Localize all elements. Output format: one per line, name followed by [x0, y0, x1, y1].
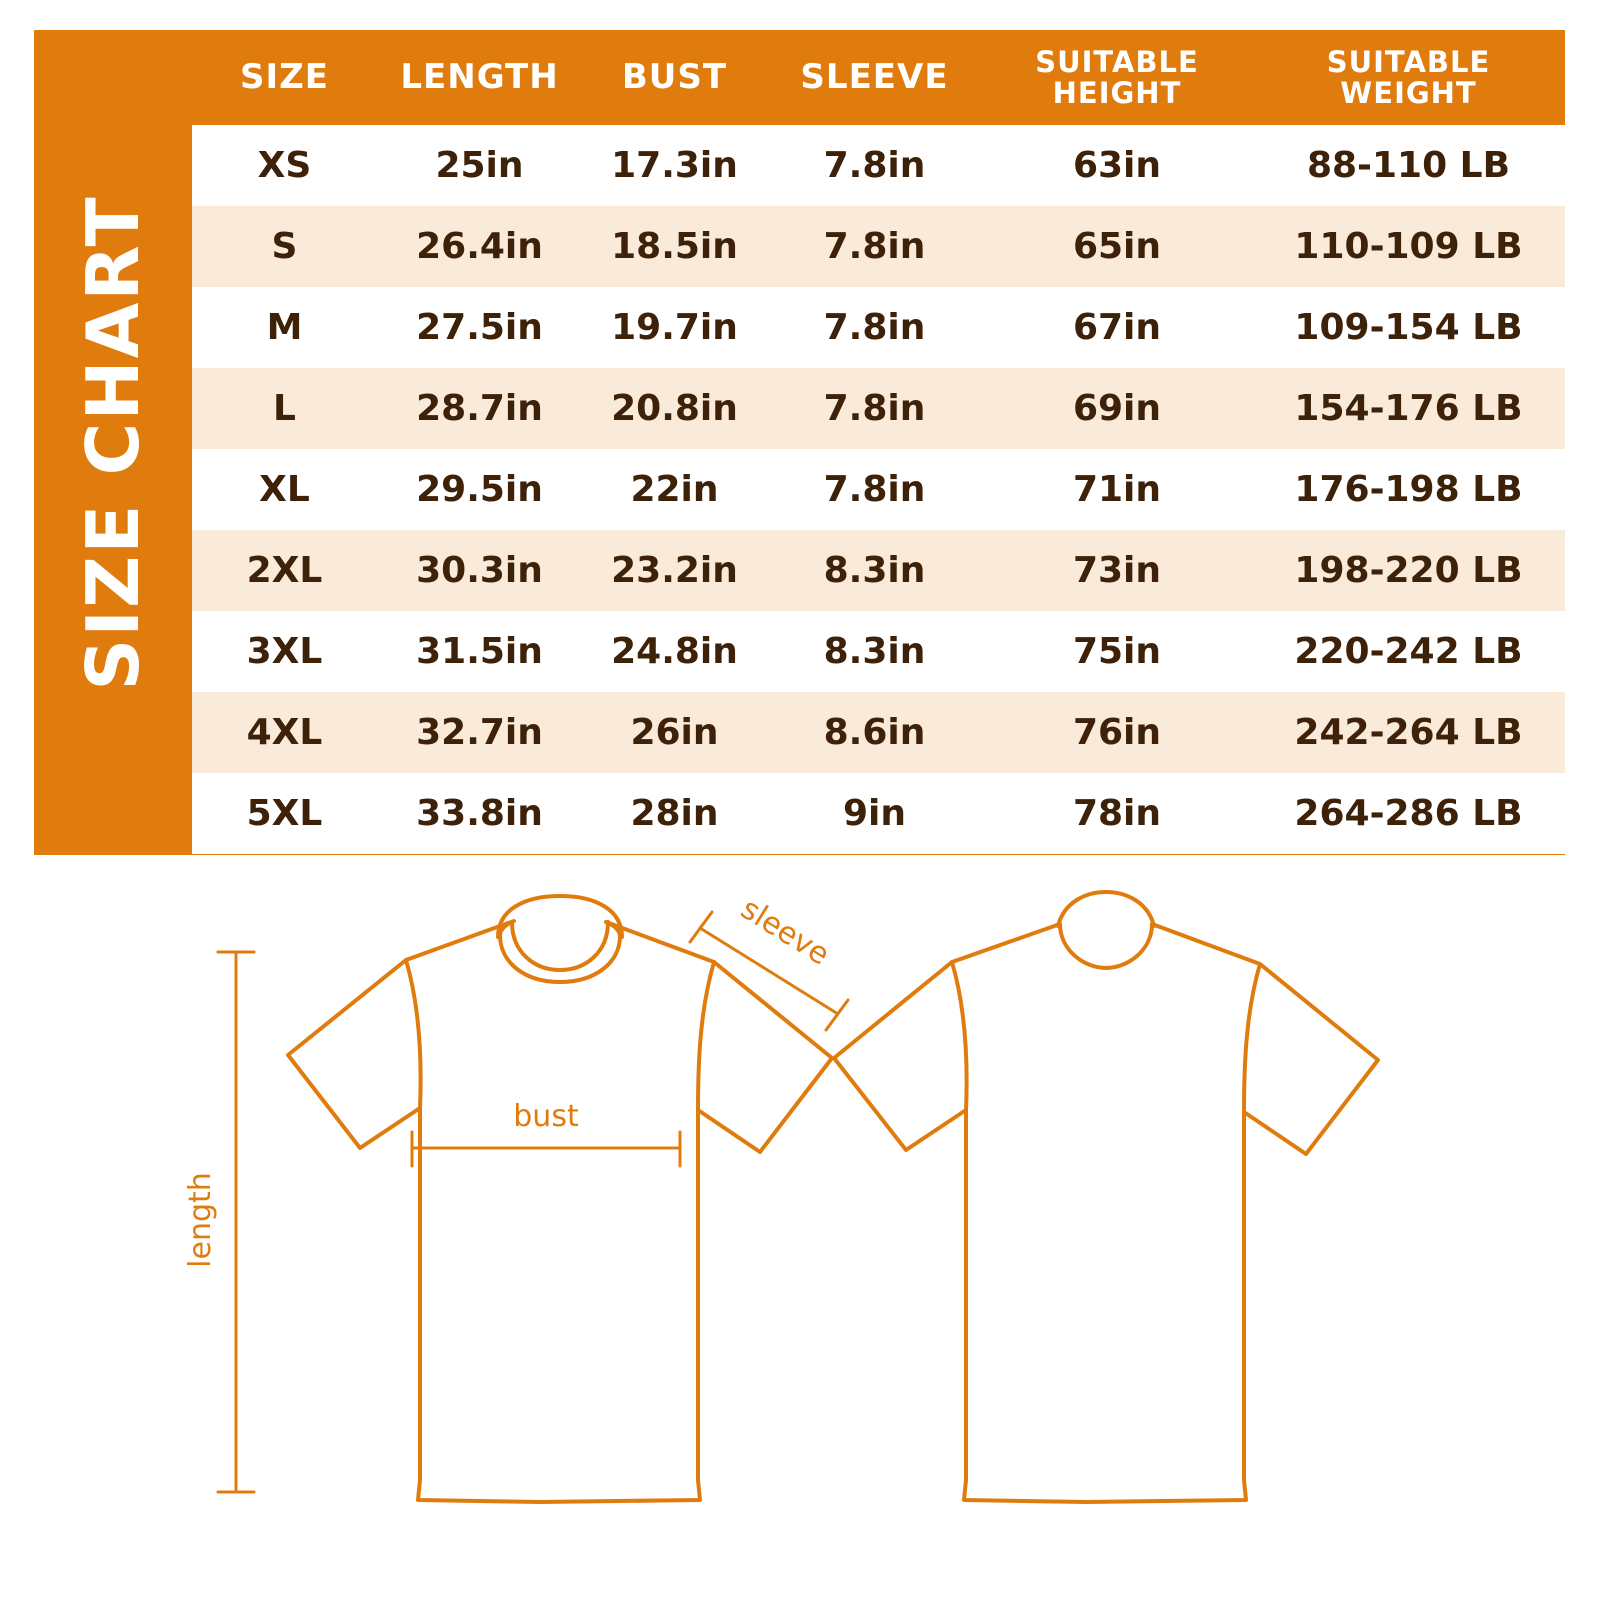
- cell-suitable-weight: 88-110 LB: [1252, 125, 1565, 206]
- column-header-suitable-weight: [1252, 30, 1565, 125]
- cell-sleeve: 8.3in: [767, 611, 982, 692]
- cell-length: 31.5in: [377, 611, 582, 692]
- cell-size: XS: [192, 125, 377, 206]
- cell-suitable-weight: 242-264 LB: [1252, 692, 1565, 773]
- cell-size: S: [192, 206, 377, 287]
- cell-sleeve: 7.8in: [767, 287, 982, 368]
- cell-length: 33.8in: [377, 773, 582, 854]
- cell-suitable-weight: 110-109 LB: [1252, 206, 1565, 287]
- size-chart-block: [34, 30, 1565, 855]
- table-row: [192, 287, 1565, 368]
- cell-suitable-weight: 154-176 LB: [1252, 368, 1565, 449]
- cell-suitable-height: 73in: [982, 530, 1252, 611]
- column-header-suitable-weight-line2: WEIGHT: [1340, 75, 1477, 110]
- cell-bust: 22in: [582, 449, 767, 530]
- cell-suitable-height: 69in: [982, 368, 1252, 449]
- cell-sleeve: 8.3in: [767, 530, 982, 611]
- cell-suitable-height: 75in: [982, 611, 1252, 692]
- table-row: [192, 368, 1565, 449]
- table-row: [192, 692, 1565, 773]
- cell-length: 27.5in: [377, 287, 582, 368]
- length-label: length: [183, 1172, 218, 1268]
- bust-dimension: [412, 1132, 680, 1166]
- cell-bust: 23.2in: [582, 530, 767, 611]
- table-row: [192, 206, 1565, 287]
- size-table-header-row: [192, 30, 1565, 125]
- cell-suitable-weight: 176-198 LB: [1252, 449, 1565, 530]
- size-table-wrapper: [192, 30, 1565, 855]
- cell-size: 2XL: [192, 530, 377, 611]
- cell-bust: 24.8in: [582, 611, 767, 692]
- cell-suitable-height: 78in: [982, 773, 1252, 854]
- cell-bust: 19.7in: [582, 287, 767, 368]
- cell-bust: 20.8in: [582, 368, 767, 449]
- cell-size: 4XL: [192, 692, 377, 773]
- cell-sleeve: 7.8in: [767, 125, 982, 206]
- cell-size: XL: [192, 449, 377, 530]
- column-header-bust: BUST: [582, 30, 767, 125]
- cell-size: M: [192, 287, 377, 368]
- column-header-suitable-height: [982, 30, 1252, 125]
- length-dimension: [218, 952, 254, 1492]
- cell-size: 3XL: [192, 611, 377, 692]
- cell-length: 29.5in: [377, 449, 582, 530]
- size-table: [192, 30, 1565, 854]
- table-row: [192, 449, 1565, 530]
- cell-suitable-height: 67in: [982, 287, 1252, 368]
- cell-suitable-height: 65in: [982, 206, 1252, 287]
- column-header-suitable-height-line1: SUITABLE: [1035, 45, 1199, 80]
- cell-sleeve: 7.8in: [767, 449, 982, 530]
- cell-sleeve: 8.6in: [767, 692, 982, 773]
- cell-bust: 26in: [582, 692, 767, 773]
- table-row: [192, 530, 1565, 611]
- cell-length: 32.7in: [377, 692, 582, 773]
- table-row: [192, 611, 1565, 692]
- cell-length: 30.3in: [377, 530, 582, 611]
- cell-bust: 18.5in: [582, 206, 767, 287]
- bust-label: bust: [513, 1099, 579, 1134]
- cell-suitable-weight: 109-154 LB: [1252, 287, 1565, 368]
- page-title: SIZE CHART: [71, 194, 155, 691]
- column-header-suitable-weight-line1: SUITABLE: [1326, 45, 1491, 80]
- cell-bust: 17.3in: [582, 125, 767, 206]
- tshirt-back-outline: [834, 892, 1378, 1502]
- cell-length: 26.4in: [377, 206, 582, 287]
- cell-suitable-weight: 220-242 LB: [1252, 611, 1565, 692]
- cell-suitable-height: 71in: [982, 449, 1252, 530]
- cell-bust: 28in: [582, 773, 767, 854]
- size-chart-side-label: [34, 30, 192, 855]
- cell-suitable-weight: 264-286 LB: [1252, 773, 1565, 854]
- cell-suitable-height: 76in: [982, 692, 1252, 773]
- cell-sleeve: 9in: [767, 773, 982, 854]
- column-header-suitable-height-line2: HEIGHT: [1052, 75, 1182, 110]
- tshirt-measurement-illustration: [0, 880, 1600, 1580]
- cell-size: L: [192, 368, 377, 449]
- cell-suitable-height: 63in: [982, 125, 1252, 206]
- column-header-length: LENGTH: [377, 30, 582, 125]
- column-header-size: SIZE: [192, 30, 377, 125]
- cell-sleeve: 7.8in: [767, 206, 982, 287]
- cell-length: 25in: [377, 125, 582, 206]
- tshirt-front-outline: [288, 896, 832, 1502]
- cell-sleeve: 7.8in: [767, 368, 982, 449]
- table-row: [192, 773, 1565, 854]
- column-header-sleeve: SLEEVE: [767, 30, 982, 125]
- cell-length: 28.7in: [377, 368, 582, 449]
- cell-size: 5XL: [192, 773, 377, 854]
- table-row: [192, 125, 1565, 206]
- cell-suitable-weight: 198-220 LB: [1252, 530, 1565, 611]
- sleeve-label: sleeve: [734, 891, 836, 973]
